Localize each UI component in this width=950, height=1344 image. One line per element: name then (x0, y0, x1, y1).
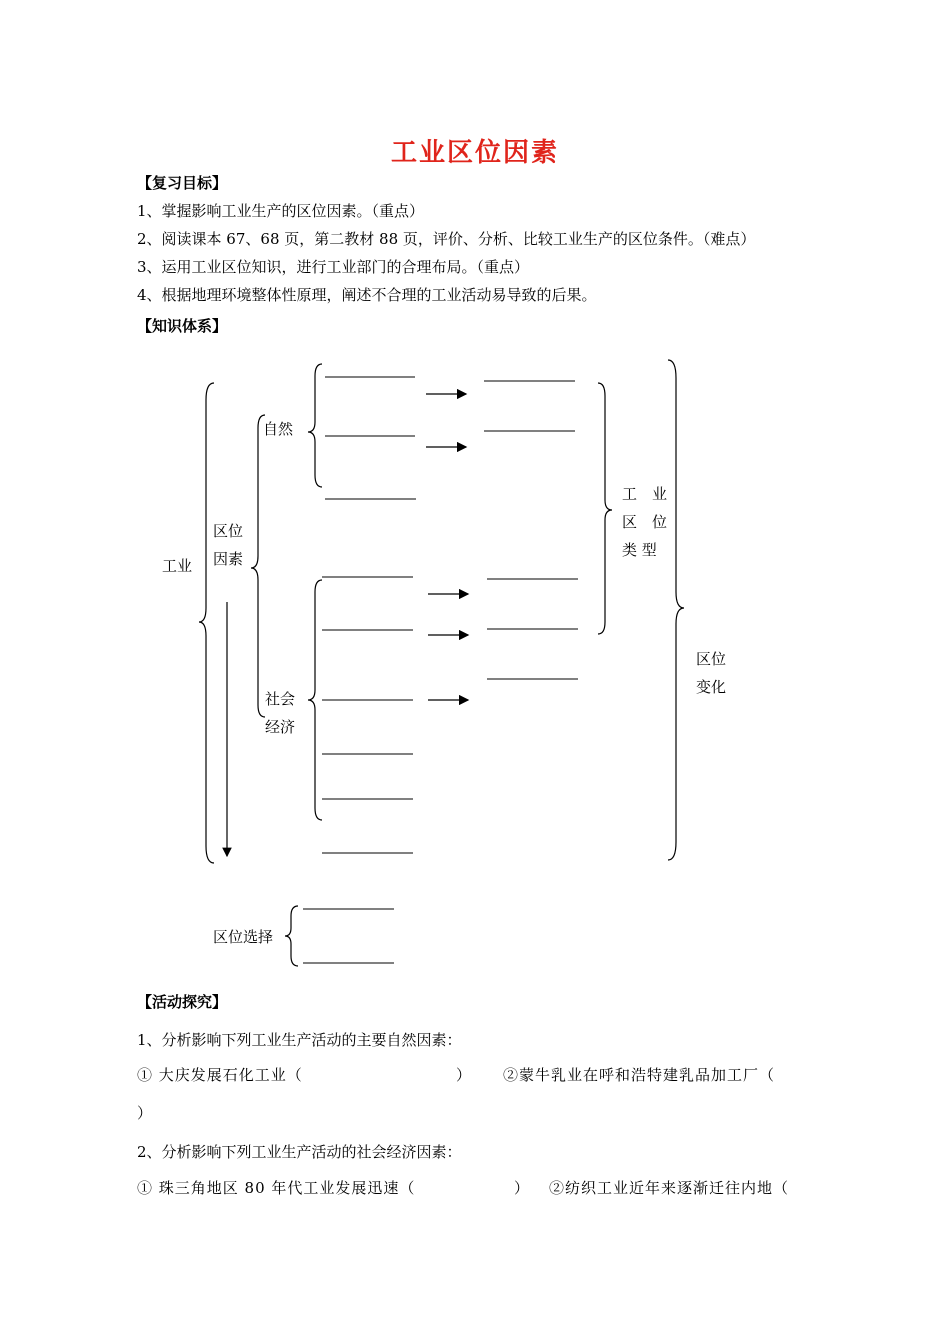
node-industry: 工业 (162, 557, 193, 575)
node-type-line2: 区 位 (622, 513, 668, 531)
brace-industry (199, 383, 214, 863)
brace-change (668, 360, 684, 860)
activity-q2a-close: ） (514, 1179, 530, 1197)
node-factors-line2: 因素 (213, 550, 244, 568)
activity-q1a: ① 大庆发展石化工业（ (137, 1066, 303, 1084)
node-type-line1: 工 业 (622, 485, 668, 503)
brace-choice (285, 906, 298, 966)
activity-q1a-close: ） (456, 1066, 472, 1084)
node-social-line1: 社会 (265, 690, 296, 708)
review-item-4: 4、根据地理环境整体性原理，阐述不合理的工业活动易导致的后果。 (137, 286, 597, 304)
node-change-line1: 区位 (696, 650, 727, 668)
activity-q1b-close: ） (137, 1104, 153, 1122)
node-type-line3: 类 型 (622, 541, 657, 559)
brace-factors (251, 415, 265, 717)
review-item-1: 1、掌握影响工业生产的区位因素。（重点） (137, 202, 425, 220)
activity-q2: 2、分析影响下列工业生产活动的社会经济因素： (137, 1143, 462, 1161)
activity-q1b: ②蒙牛乳业在呼和浩特建乳品加工厂（ (503, 1066, 776, 1084)
review-item-2: 2、阅读课本 67、68 页，第二教材 88 页，评价、分析、比较工业生产的区位条件。（难点） (137, 230, 756, 248)
brace-natural (308, 364, 322, 487)
node-natural: 自然 (263, 420, 294, 438)
brace-type (598, 383, 612, 634)
activity-heading: 【活动探究】 (137, 993, 228, 1011)
page-title: 工业区位因素 (390, 138, 559, 168)
brace-social (308, 580, 322, 820)
review-item-3: 3、运用工业区位知识，进行工业部门的合理布局。（重点） (137, 258, 530, 276)
node-social-line2: 经济 (265, 718, 296, 736)
node-factors-line1: 区位 (213, 522, 244, 540)
review-heading: 【复习目标】 (137, 174, 228, 192)
activity-q2a: ① 珠三角地区 80 年代工业发展迅速（ (137, 1179, 416, 1197)
activity-q1: 1、分析影响下列工业生产活动的主要自然因素： (137, 1031, 462, 1049)
activity-q2b: ②纺织工业近年来逐渐迁往内地（ (549, 1179, 790, 1197)
node-choice: 区位选择 (213, 928, 274, 946)
knowledge-heading: 【知识体系】 (137, 317, 228, 335)
node-change-line2: 变化 (696, 678, 727, 696)
